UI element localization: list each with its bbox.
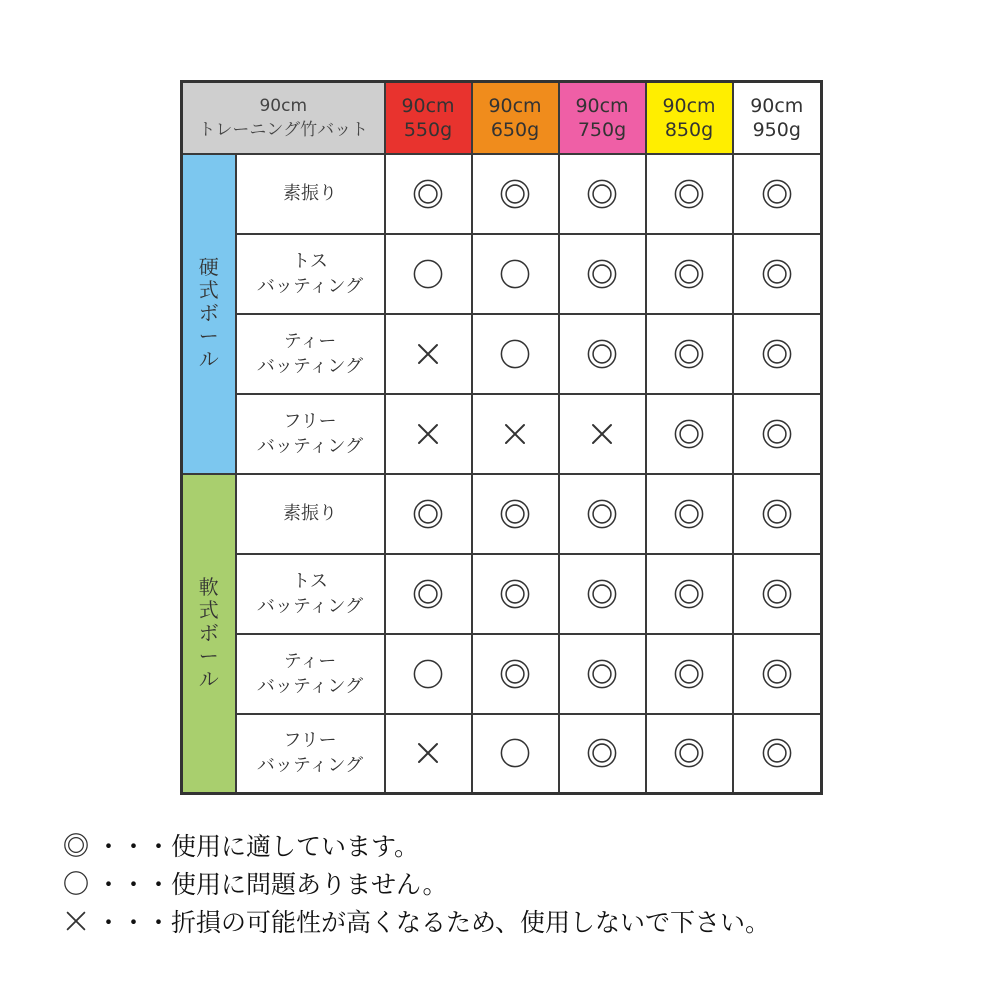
column-length: 90cm — [750, 94, 804, 117]
mark-cell — [733, 714, 822, 794]
row-label-line-2: バッティング — [256, 675, 364, 697]
mark-cell — [733, 394, 822, 474]
row-label — [236, 554, 385, 634]
circle-icon — [411, 257, 445, 291]
cross-icon — [62, 907, 90, 935]
mark-cell — [385, 234, 472, 314]
column-header-850g — [646, 82, 733, 154]
row-label-line-2: バッティング — [256, 435, 364, 457]
legend-symbol — [62, 869, 90, 897]
circle-icon — [498, 257, 532, 291]
column-header-750g — [559, 82, 646, 154]
mark-cell — [646, 554, 733, 634]
mark-cell — [559, 714, 646, 794]
double-circle-icon — [411, 497, 445, 531]
double-circle-icon — [585, 497, 619, 531]
group-label-1 — [182, 474, 236, 794]
double-circle-icon — [411, 577, 445, 611]
double-circle-icon — [760, 417, 794, 451]
row-label — [236, 474, 385, 554]
table-row — [182, 154, 822, 234]
row-label-line-1: 素振り — [283, 183, 337, 204]
mark-cell — [646, 394, 733, 474]
circle-icon — [498, 337, 532, 371]
mark-cell — [559, 394, 646, 474]
circle-icon — [411, 657, 445, 691]
group-label-text: 軟式ボール — [198, 574, 219, 691]
row-label-line-2: バッティング — [256, 355, 364, 377]
double-circle-icon — [498, 177, 532, 211]
circle-icon — [62, 869, 90, 897]
double-circle-icon — [760, 177, 794, 211]
mark-cell — [472, 714, 559, 794]
mark-cell — [385, 634, 472, 714]
double-circle-icon — [672, 497, 706, 531]
double-circle-icon — [672, 337, 706, 371]
double-circle-icon — [62, 831, 90, 859]
mark-cell — [646, 154, 733, 234]
group-label-text: 硬式ボール — [198, 255, 219, 371]
compatibility-table — [180, 80, 823, 795]
group-label-0 — [182, 154, 236, 474]
table-row — [182, 634, 822, 714]
cross-icon — [500, 419, 530, 449]
double-circle-icon — [411, 177, 445, 211]
row-label — [236, 234, 385, 314]
row-label-line-2: バッティング — [256, 275, 364, 297]
row-label-line-1: フリー — [283, 410, 337, 432]
title-line-1: 90cm — [259, 95, 308, 116]
double-circle-icon — [760, 657, 794, 691]
row-label-line-1: トス — [292, 570, 328, 592]
column-length: 90cm — [401, 94, 455, 117]
column-header-650g — [472, 82, 559, 154]
column-weight: 950g — [752, 118, 801, 141]
double-circle-icon — [760, 257, 794, 291]
mark-cell — [385, 714, 472, 794]
row-label — [236, 394, 385, 474]
double-circle-icon — [498, 577, 532, 611]
legend-symbol — [62, 907, 90, 935]
double-circle-icon — [585, 257, 619, 291]
mark-cell — [472, 234, 559, 314]
mark-cell — [472, 314, 559, 394]
double-circle-icon — [498, 497, 532, 531]
table-row — [182, 314, 822, 394]
double-circle-icon — [672, 257, 706, 291]
mark-cell — [559, 554, 646, 634]
title-line-2: トレーニング竹バット — [198, 119, 369, 140]
mark-cell — [733, 634, 822, 714]
double-circle-icon — [672, 577, 706, 611]
mark-cell — [385, 554, 472, 634]
column-length: 90cm — [488, 94, 542, 117]
mark-cell — [385, 474, 472, 554]
table-row — [182, 394, 822, 474]
table-title — [182, 82, 385, 154]
cross-icon — [413, 419, 443, 449]
mark-cell — [472, 634, 559, 714]
row-label — [236, 714, 385, 794]
double-circle-icon — [672, 657, 706, 691]
double-circle-icon — [760, 337, 794, 371]
mark-cell — [559, 474, 646, 554]
mark-cell — [472, 154, 559, 234]
mark-cell — [472, 474, 559, 554]
double-circle-icon — [672, 417, 706, 451]
mark-cell — [646, 714, 733, 794]
double-circle-icon — [585, 337, 619, 371]
mark-cell — [646, 634, 733, 714]
double-circle-icon — [585, 577, 619, 611]
row-label — [236, 314, 385, 394]
mark-cell — [733, 234, 822, 314]
double-circle-icon — [672, 736, 706, 770]
row-label-line-1: ティー — [283, 650, 337, 672]
column-weight: 550g — [403, 118, 453, 141]
legend-item — [62, 868, 448, 902]
column-length: 90cm — [575, 94, 629, 117]
mark-cell — [733, 154, 822, 234]
table-row — [182, 714, 822, 794]
row-label — [236, 154, 385, 234]
mark-cell — [385, 154, 472, 234]
table-row — [182, 554, 822, 634]
column-weight: 650g — [490, 118, 540, 141]
mark-cell — [559, 314, 646, 394]
row-label-line-2: バッティング — [256, 595, 364, 617]
double-circle-icon — [760, 577, 794, 611]
cross-icon — [413, 738, 443, 768]
row-label-line-1: 素振り — [283, 503, 337, 524]
mark-cell — [646, 474, 733, 554]
double-circle-icon — [760, 497, 794, 531]
row-label-line-1: フリー — [283, 730, 337, 752]
table-row — [182, 234, 822, 314]
double-circle-icon — [760, 736, 794, 770]
cross-icon — [413, 339, 443, 369]
mark-cell — [385, 314, 472, 394]
mark-cell — [646, 234, 733, 314]
column-weight: 850g — [664, 118, 714, 141]
column-weight: 750g — [577, 118, 627, 141]
mark-cell — [559, 234, 646, 314]
column-length: 90cm — [662, 94, 716, 117]
column-header-950g — [733, 82, 822, 154]
mark-cell — [733, 474, 822, 554]
double-circle-icon — [672, 177, 706, 211]
mark-cell — [733, 314, 822, 394]
mark-cell — [559, 634, 646, 714]
legend-symbol — [62, 831, 90, 859]
cross-icon — [587, 419, 617, 449]
legend-text: ・・・使用に問題ありません。 — [96, 870, 448, 899]
header-row — [182, 82, 822, 154]
column-header-550g — [385, 82, 472, 154]
table-row — [182, 474, 822, 554]
row-label-line-2: バッティング — [256, 755, 364, 777]
double-circle-icon — [585, 177, 619, 211]
mark-cell — [733, 554, 822, 634]
row-label — [236, 634, 385, 714]
mark-cell — [559, 154, 646, 234]
row-label-line-1: トス — [292, 250, 328, 272]
row-label-line-1: ティー — [283, 330, 337, 352]
legend-item — [62, 906, 770, 940]
double-circle-icon — [585, 736, 619, 770]
mark-cell — [472, 554, 559, 634]
circle-icon — [498, 736, 532, 770]
mark-cell — [646, 314, 733, 394]
double-circle-icon — [498, 657, 532, 691]
double-circle-icon — [585, 657, 619, 691]
legend-item — [62, 830, 419, 864]
mark-cell — [472, 394, 559, 474]
mark-cell — [385, 394, 472, 474]
legend-text: ・・・使用に適しています。 — [96, 832, 420, 861]
legend-text: ・・・折損の可能性が高くなるため、使用しないで下さい。 — [96, 908, 771, 937]
